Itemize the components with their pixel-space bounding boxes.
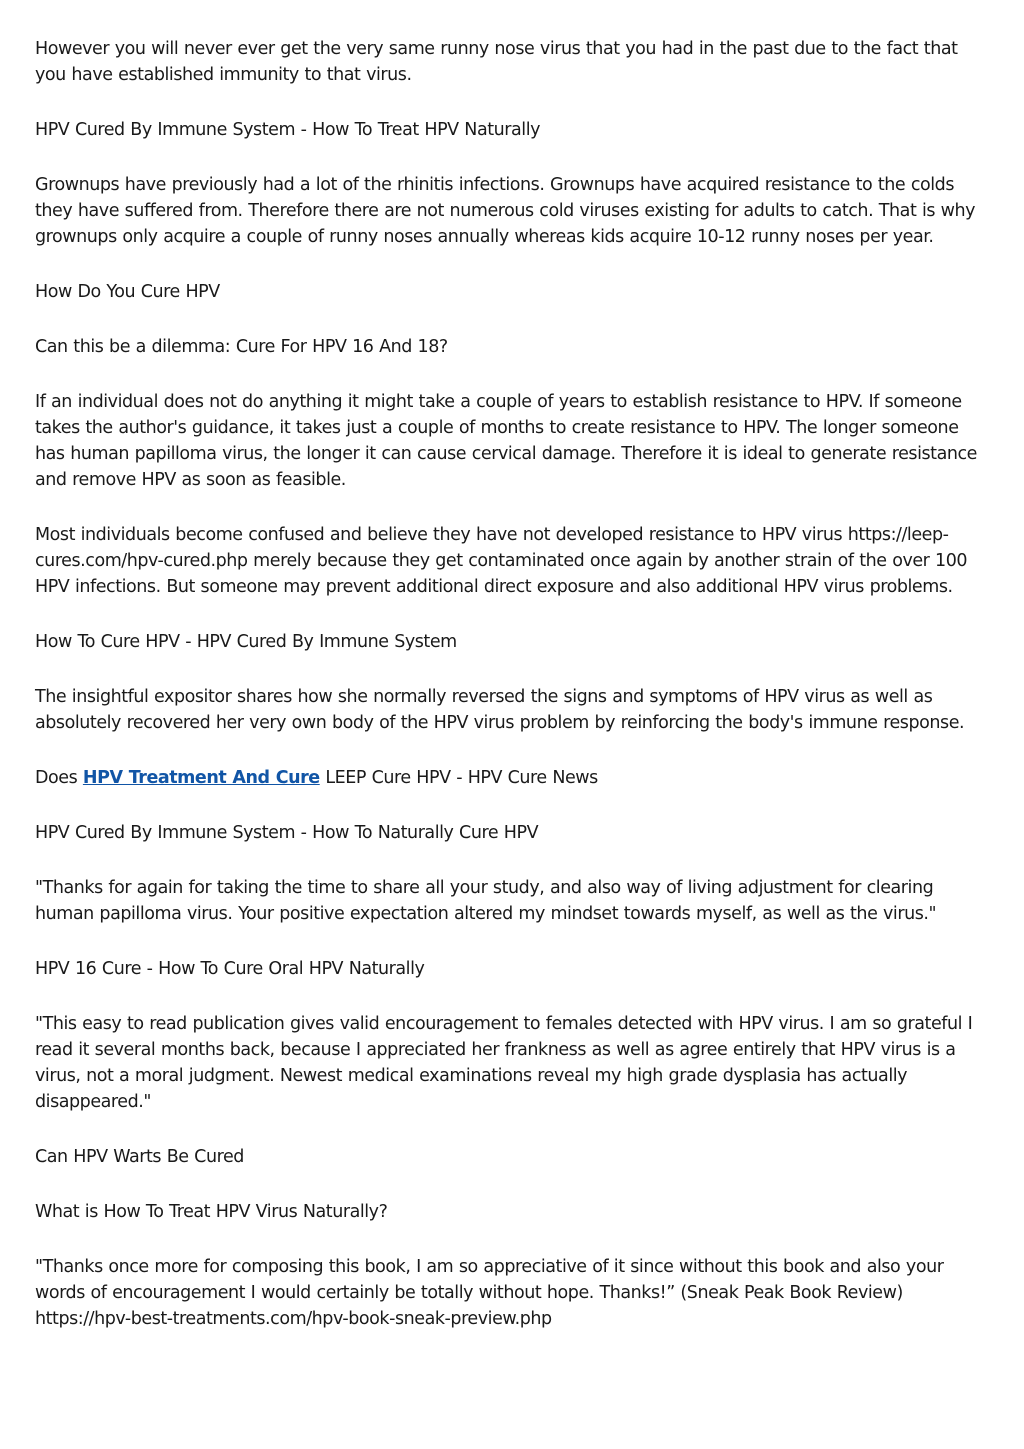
link-paragraph-before: Does bbox=[35, 768, 83, 788]
paragraph-expositor: The insightful expositor shares how she normally reversed the signs and symptoms of HPV virus as well as absolutely recovered her very own body of the HPV virus problem by reinforcing the body's immune response. bbox=[35, 687, 965, 733]
heading-hpv-16-cure: HPV 16 Cure - How To Cure Oral HPV Naturally bbox=[35, 959, 425, 979]
paragraph-with-link bbox=[35, 765, 990, 791]
quote-thanks-composing: "Thanks once more for composing this book, I am so appreciative of it since without this book and also your words of encouragement I would certainly be totally without hope. Thanks!” (Sneak Peak Book Review) https://hpv-best-treatments.com/hpv-book-sneak-preview.php bbox=[35, 1257, 944, 1329]
paragraph-grownups: Grownups have previously had a lot of the rhinitis infections. Grownups have acquired resistance to the colds they have suffered from. Therefore there are not numerous cold viruses existing for adults to catch. That is why grownups only acquire a couple of runny noses annually whereas kids acquire 10-12 runny noses per year. bbox=[35, 175, 976, 247]
heading-what-is-treat-naturally: What is How To Treat HPV Virus Naturally? bbox=[35, 1202, 388, 1222]
paragraph-confused: Most individuals become confused and believe they have not developed resistance to HPV virus https://leep-cures.com/hpv-cured.php merely because they get contaminated once again by another strain of the over 100 HPV infections. But someone may prevent additional direct exposure and also additional HPV virus problems. bbox=[35, 525, 968, 597]
link-paragraph-after: LEEP Cure HPV - HPV Cure News bbox=[319, 768, 598, 788]
heading-how-do-you-cure-hpv: How Do You Cure HPV bbox=[35, 282, 220, 302]
heading-dilemma-cure-hpv-16-18: Can this be a dilemma: Cure For HPV 16 And 18? bbox=[35, 337, 448, 357]
quote-easy-to-read: "This easy to read publication gives valid encouragement to females detected with HPV virus. I am so grateful I read it several months back, because I appreciated her frankness as well as agree entirely that HPV virus is a virus, not a moral judgment. Newest medical examinations reveal my high grade dysplasia has actually disappeared." bbox=[35, 1014, 973, 1112]
document-body bbox=[35, 36, 990, 1361]
paragraph-immunity: However you will never ever get the very same runny nose virus that you had in the past due to the fact that you have established immunity to that virus. bbox=[35, 39, 958, 85]
paragraph-resistance: If an individual does not do anything it might take a couple of years to establish resistance to HPV. If someone takes the author's guidance, it takes just a couple of months to create resistance to HPV. The longer someone has human papilloma virus, the longer it can cause cervical damage. Therefore it is ideal to generate resistance and remove HPV as soon as feasible. bbox=[35, 392, 977, 490]
hpv-treatment-link[interactable]: HPV Treatment And Cure bbox=[82, 768, 320, 788]
heading-can-warts-be-cured: Can HPV Warts Be Cured bbox=[35, 1147, 244, 1167]
heading-naturally-cure-hpv: HPV Cured By Immune System - How To Naturally Cure HPV bbox=[35, 823, 539, 843]
quote-thanks-study: "Thanks for again for taking the time to share all your study, and also way of living adjustment for clearing human papilloma virus. Your positive expectation altered my mindset towards myself, as well as the virus." bbox=[35, 878, 937, 924]
heading-hpv-cured-immune-system: HPV Cured By Immune System - How To Treat HPV Naturally bbox=[35, 120, 541, 140]
heading-how-to-cure-hpv: How To Cure HPV - HPV Cured By Immune System bbox=[35, 632, 457, 652]
